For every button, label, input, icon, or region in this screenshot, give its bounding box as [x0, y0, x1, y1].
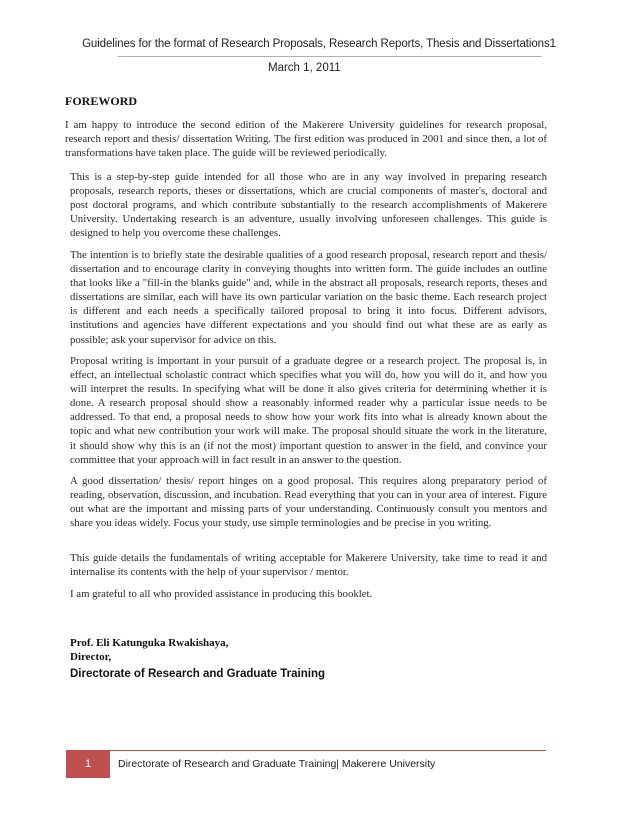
running-header-date: March 1, 2011: [268, 62, 341, 74]
paragraph-proposal-writing: Proposal writing is important in your pursuit of a graduate degree or a research project. The proposal is, in effect, an intellectual scholastic contract which specifies what you will do, how you will do it, and how you will interpret the results. In specifying what will be done it also gives criteria for determining whether it is done. A research proposal should show a reasonably informed reader why a particular issue needs to be addressed. To that end, a proposal needs to show how your work fits into what is already known about the topic and what new contribution your work will make. The proposal should situate the work in the literature, it should show why this is an (if not the most) important question to answer in the field, and convince your committee that your approach will in fact result in an answer to the question.: [70, 355, 547, 466]
page-number: 1: [84, 758, 92, 770]
paragraph-gratitude: I am grateful to all who provided assistance in producing this booklet.: [70, 588, 373, 600]
running-header-title: Guidelines for the format of Research Proposals, Research Reports, Thesis and Dissertations1: [82, 38, 556, 50]
paragraph-good-dissertation: A good dissertation/ thesis/ report hinges on a good proposal. This requires along preparatory period of reading, observation, discussion, and incubation. Read everything that you can in your area of interest. Figure out what are the important and missing parts of your understanding. Continuously consult you mentors and share you ideas widely. Focus your study, use simple terminologies and be precise in you writing.: [70, 475, 547, 530]
header-divider: [118, 56, 542, 57]
footer-text: Directorate of Research and Graduate Training| Makerere University: [118, 758, 436, 770]
section-heading: FOREWORD: [65, 94, 137, 108]
signature-organization: Directorate of Research and Graduate Training: [70, 668, 325, 680]
paragraph-intention: The intention is to briefly state the desirable qualities of a good research proposal, research report and thesis/ dissertation and to encourage clarity in conveying thoughts into written form. The guide includes an outline that looks like a "fill-in the blanks guide" and, while in the abstract all proposals, research reports, theses and dissertations are similar, each will have its own particular variation on the basic theme. Each research project is different and each needs a specifically tailored proposal to bring it into focus. Different advisors, institutions and agencies have different expectations and you should find out what these are as early as possible; ask your supervisor for advice on this.: [70, 249, 547, 346]
signature-name: Prof. Eli Katunguka Rwakishaya,: [70, 637, 229, 649]
signature-role: Director,: [70, 651, 112, 663]
paragraph-intro: I am happy to introduce the second edition of the Makerere University guidelines for research proposal, research report and thesis/ dissertation Writing. The first edition was produced in 2001 and since then, a lot of transformations have taken place. The guide will be reviewed periodically.: [65, 119, 547, 160]
footer-divider: [110, 750, 546, 751]
signature-block: [70, 636, 228, 664]
paragraph-purpose: This is a step-by-step guide intended for all those who are in any way involved in preparing research proposals, research reports, theses or dissertations, which are crucial components of master's, doctoral and post doctoral programs, and which contribute substantially to the research accomplishments of Makerere University. Undertaking research is an adventure, usually involving unforeseen challenges. This guide is designed to help you overcome these challenges.: [70, 171, 547, 240]
paragraph-guide-details: This guide details the fundamentals of writing acceptable for Makerere University, take time to read it and internalise its contents with the help of your supervisor / mentor.: [70, 552, 547, 579]
